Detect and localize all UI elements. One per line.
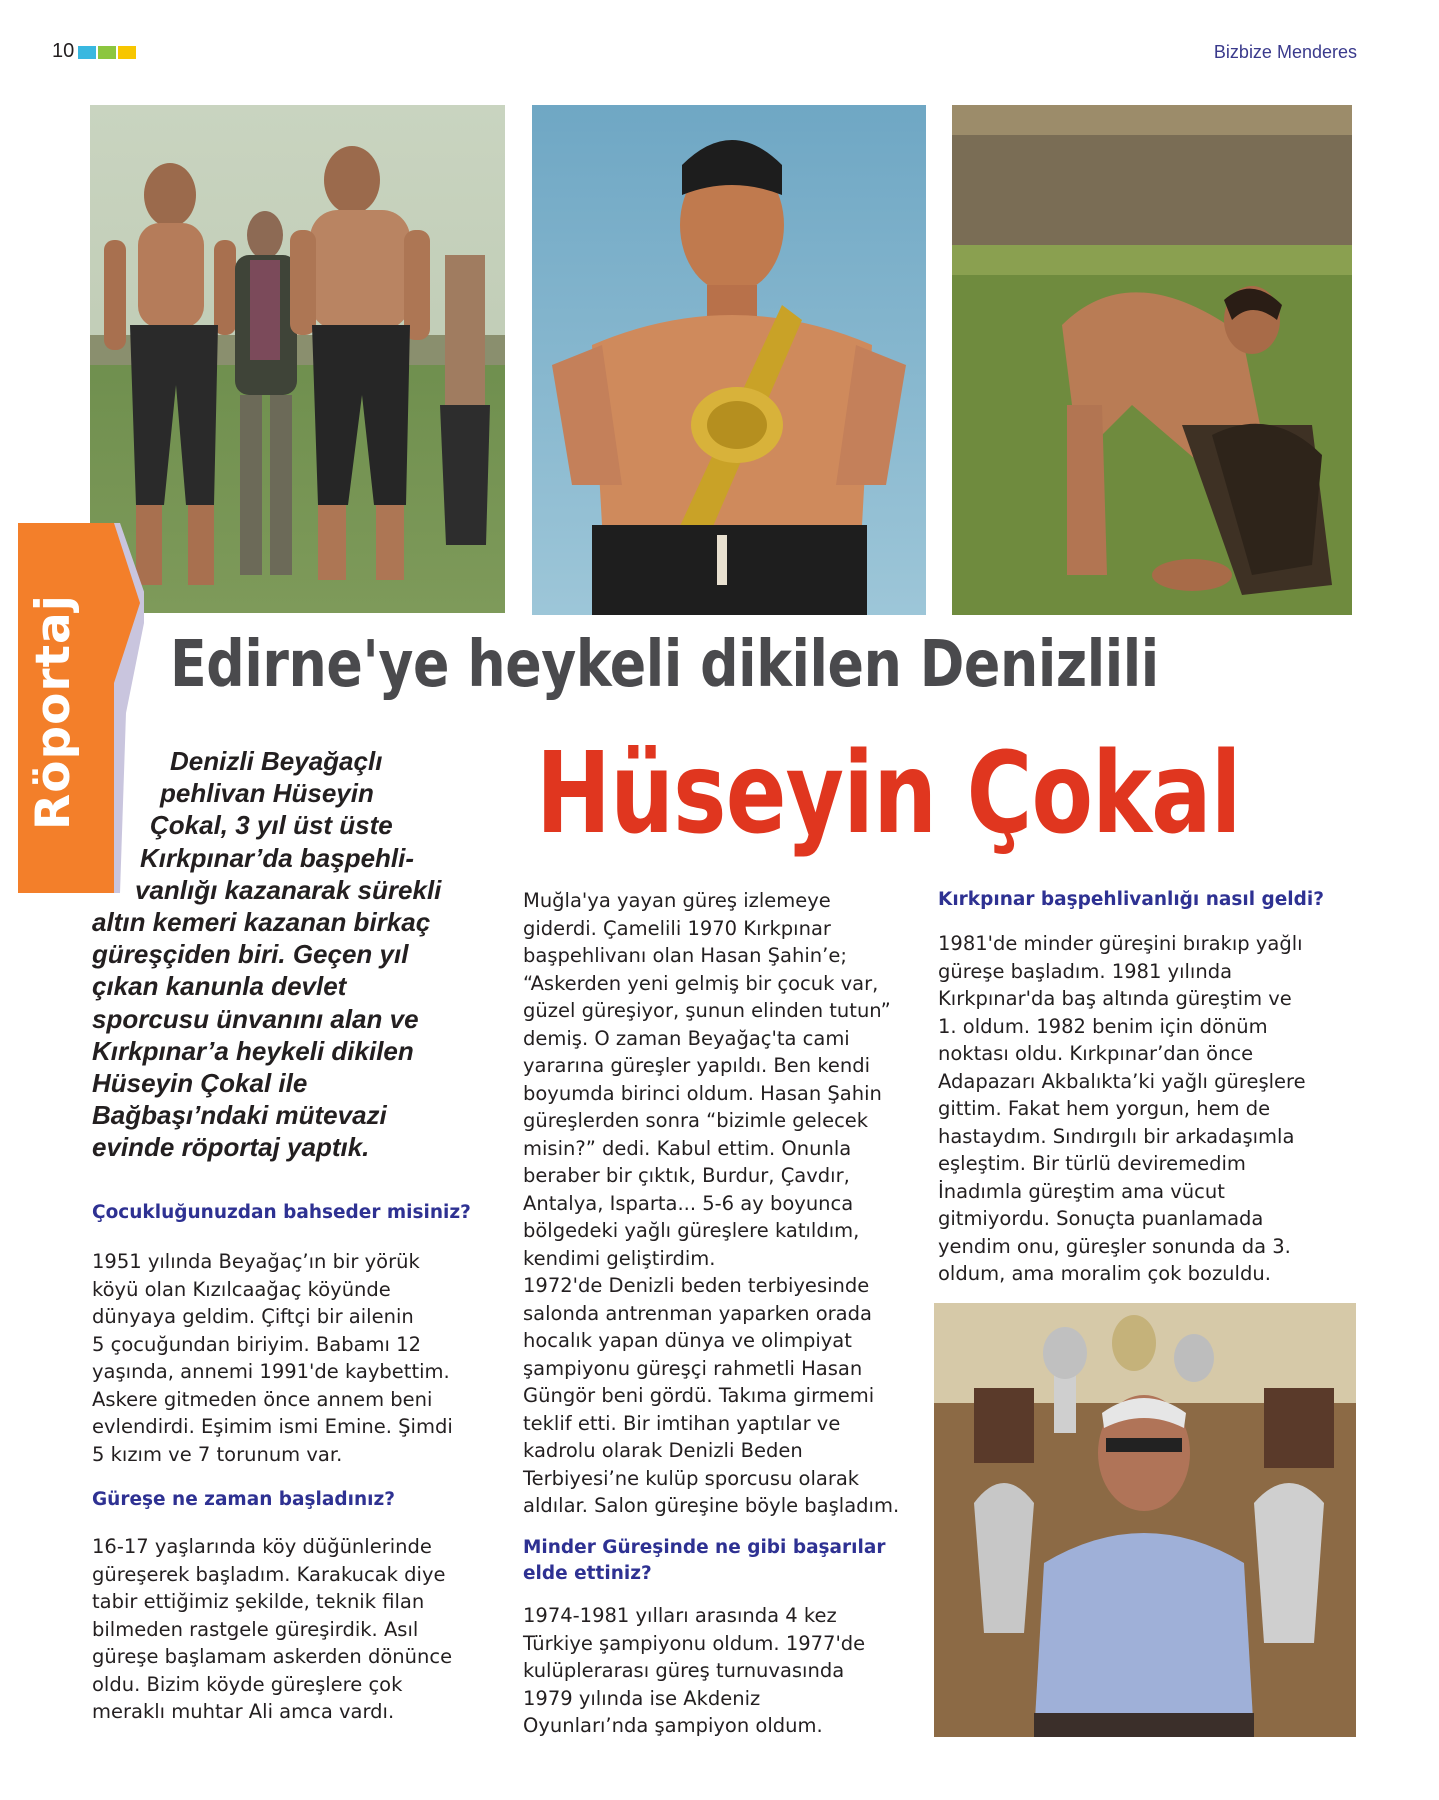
text-line: noktası oldu. Kırkpınar’dan önce: [938, 1042, 1254, 1065]
lead-line: evinde röportaj yaptık.: [92, 1132, 370, 1163]
text-line: aldılar. Salon güreşine böyle başladım.: [523, 1494, 900, 1517]
text-line: Askere gitmeden önce annem beni: [92, 1387, 433, 1411]
text-line: 5 çocuğundan biriyim. Babamı 12: [92, 1332, 421, 1356]
text-line: misin?” dedi. Kabul ettim. Onunla: [523, 1136, 852, 1160]
photo-wrestling-match: [952, 105, 1352, 615]
text-line: 1972'de Denizli beden terbiyesinde: [523, 1274, 870, 1297]
text-line: gittim. Fakat hem yorgun, hem de: [938, 1097, 1271, 1120]
text-line: bölgedeki yağlı güreşlere katıldım,: [523, 1219, 860, 1242]
text-line: gitmiyordu. Sonuçta puanlamada: [938, 1207, 1264, 1230]
text-line: Oyunları’nda şampiyon oldum.: [523, 1714, 823, 1737]
text-line: yendim onu, güreşler sonunda da 3.: [938, 1234, 1291, 1258]
text-line: eşleştim. Bir türlü deviremedim: [938, 1152, 1246, 1175]
lead-line: güreşçiden biri. Geçen yıl: [92, 939, 409, 970]
text-line: Çocukluğunuzdan bahseder misiniz?: [92, 1202, 471, 1223]
headline-name: Hüseyin Çokal: [536, 729, 1241, 859]
text-line: köyü olan Kızılcaağaç köyünde: [92, 1277, 391, 1301]
header-square-green: [98, 46, 116, 59]
text-line: oldum, ama moralim çok bozuldu.: [938, 1262, 1271, 1285]
question-start: [92, 1487, 395, 1513]
magazine-name: Bizbize Menderes: [1213, 42, 1357, 62]
lead-line: Çokal, 3 yıl üst üste: [150, 810, 393, 841]
text-line: oldu. Bizim köyde güreşlere çok: [92, 1672, 403, 1696]
lead-line: Bağbaşı’ndaki mütevazi: [92, 1100, 387, 1131]
text-line: 1951 yılında Beyağaç’ın bir yörük: [92, 1250, 420, 1273]
answer-start: [92, 1533, 452, 1726]
text-line: 1. oldum. 1982 benim için dönüm: [938, 1014, 1268, 1038]
lead-line: Kırkpınar’a heykeli dikilen: [92, 1035, 414, 1066]
text-line: Minder Güreşinde ne gibi başarılar: [523, 1537, 886, 1558]
lead-line: vanlığı kazanarak sürekli: [135, 874, 442, 905]
text-line: bilmeden rastgele güreşirdik. Asıl: [92, 1617, 419, 1641]
text-line: 1979 yılında ise Akdeniz: [523, 1686, 761, 1710]
question-kirkpinar: [938, 887, 1324, 913]
lead-line: Denizli Beyağaçlı: [170, 746, 383, 776]
text-line: Terbiyesi’ne kulüp sporcusu olarak: [523, 1466, 860, 1490]
text-line: 1981'de minder güreşini bırakıp yağlı: [938, 932, 1303, 955]
lead-line: çıkan kanunla devlet: [92, 971, 347, 1002]
header-square-cyan: [78, 46, 96, 59]
text-line: Adapazarı Akbalıkta’ki yağlı güreşlere: [938, 1069, 1306, 1093]
text-line: dünyaya geldim. Çiftçi bir ailenin: [92, 1305, 414, 1328]
text-line: güzel güreşiyor, şunun elinden tutun”: [523, 999, 891, 1022]
text-line: güreşe başlamam askerden dönünce: [92, 1645, 453, 1668]
text-line: Güngör beni gördü. Takıma girmemi: [523, 1384, 875, 1407]
page-number: 10: [52, 40, 75, 62]
text-line: kadrolu olarak Denizli Beden: [523, 1439, 803, 1462]
lead-line: sporcusu ünvanını alan ve: [92, 1003, 419, 1034]
answer-continued: [523, 887, 899, 1520]
headline-line1: Edirne'ye heykeli dikilen Denizlili: [170, 628, 1159, 702]
text-line: güreşe başladım. 1981 yılında: [938, 959, 1233, 983]
lead-line: Hüseyin Çokal ile: [92, 1068, 308, 1098]
text-line: Antalya, Isparta... 5-6 ay boyunca: [523, 1191, 854, 1215]
section-label: Röportaj: [26, 594, 81, 830]
text-line: Muğla'ya yayan güreş izlemeye: [523, 889, 831, 912]
lead-line: pehlivan Hüseyin: [160, 778, 374, 809]
text-line: kulüplerarası güreş turnuvasında: [523, 1659, 845, 1682]
text-line: giderdi. Çamelili 1970 Kırkpınar: [523, 916, 831, 940]
text-line: evlendirdi. Eşimim ismi Emine. Şimdi: [92, 1415, 453, 1438]
text-line: 5 kızım ve 7 torunum var.: [92, 1442, 343, 1466]
text-line: 16-17 yaşlarında köy düğünlerinde: [92, 1535, 432, 1558]
text-line: güreşerek başladım. Karakucak diye: [92, 1562, 446, 1586]
photo-man-with-trophies: [934, 1303, 1356, 1737]
text-line: 1974-1981 yılları arasında 4 kez: [523, 1604, 837, 1627]
text-line: beraber bir çıktık, Burdur, Çavdır,: [523, 1164, 850, 1187]
answer-childhood: [92, 1248, 453, 1468]
text-line: Türkiye şampiyonu oldum. 1977'de: [523, 1631, 866, 1655]
text-line: elde ettiniz?: [523, 1563, 652, 1584]
text-line: İnadımla güreştim ama vücut: [938, 1179, 1225, 1203]
text-line: kendimi geliştirdim.: [523, 1246, 716, 1270]
answer-mat-wrestling: [523, 1602, 865, 1740]
question-childhood: [92, 1200, 471, 1226]
text-line: tabir ettiğimiz şekilde, teknik filan: [92, 1590, 425, 1613]
lead-line: Kırkpınar’da başpehli-: [140, 842, 415, 873]
text-line: hastaydım. Sındırgılı bir arkadaşımla: [938, 1124, 1295, 1148]
text-line: boyumda birinci oldum. Hasan Şahin: [523, 1081, 882, 1105]
photo-wrestlers-with-elder: [90, 105, 505, 613]
text-line: “Askerden yeni gelmiş bir çocuk var,: [523, 971, 879, 995]
text-line: demiş. O zaman Beyağaç'ta cami: [523, 1026, 850, 1050]
question-mat-wrestling: [523, 1535, 885, 1587]
lead-line: altın kemeri kazanan birkaç: [92, 907, 431, 937]
text-line: teklif etti. Bir imtihan yaptılar ve: [523, 1411, 841, 1435]
text-line: yaşında, annemi 1991'de kaybettim.: [92, 1360, 450, 1383]
text-line: yararına güreşler yapıldı. Ben kendi: [523, 1054, 871, 1077]
text-line: Kırkpınar'da baş altında güreştim ve: [938, 987, 1292, 1010]
text-line: salonda antrenman yaparken orada: [523, 1301, 872, 1325]
answer-kirkpinar: [938, 930, 1306, 1288]
photo-wrestler-gold-belt: [532, 105, 926, 615]
header-square-yellow: [118, 46, 136, 59]
text-line: Güreşe ne zaman başladınız?: [92, 1489, 395, 1510]
text-line: başpehlivanı olan Hasan Şahin’e;: [523, 944, 847, 967]
text-line: güreşlerden sonra “bizimle gelecek: [523, 1109, 869, 1132]
text-line: Kırkpınar başpehlivanlığı nasıl geldi?: [938, 889, 1324, 910]
text-line: şampiyonu güreşçi rahmetli Hasan: [523, 1356, 863, 1380]
text-line: hocalık yapan dünya ve olimpiyat: [523, 1329, 852, 1352]
text-line: meraklı muhtar Ali amca vardı.: [92, 1700, 395, 1723]
